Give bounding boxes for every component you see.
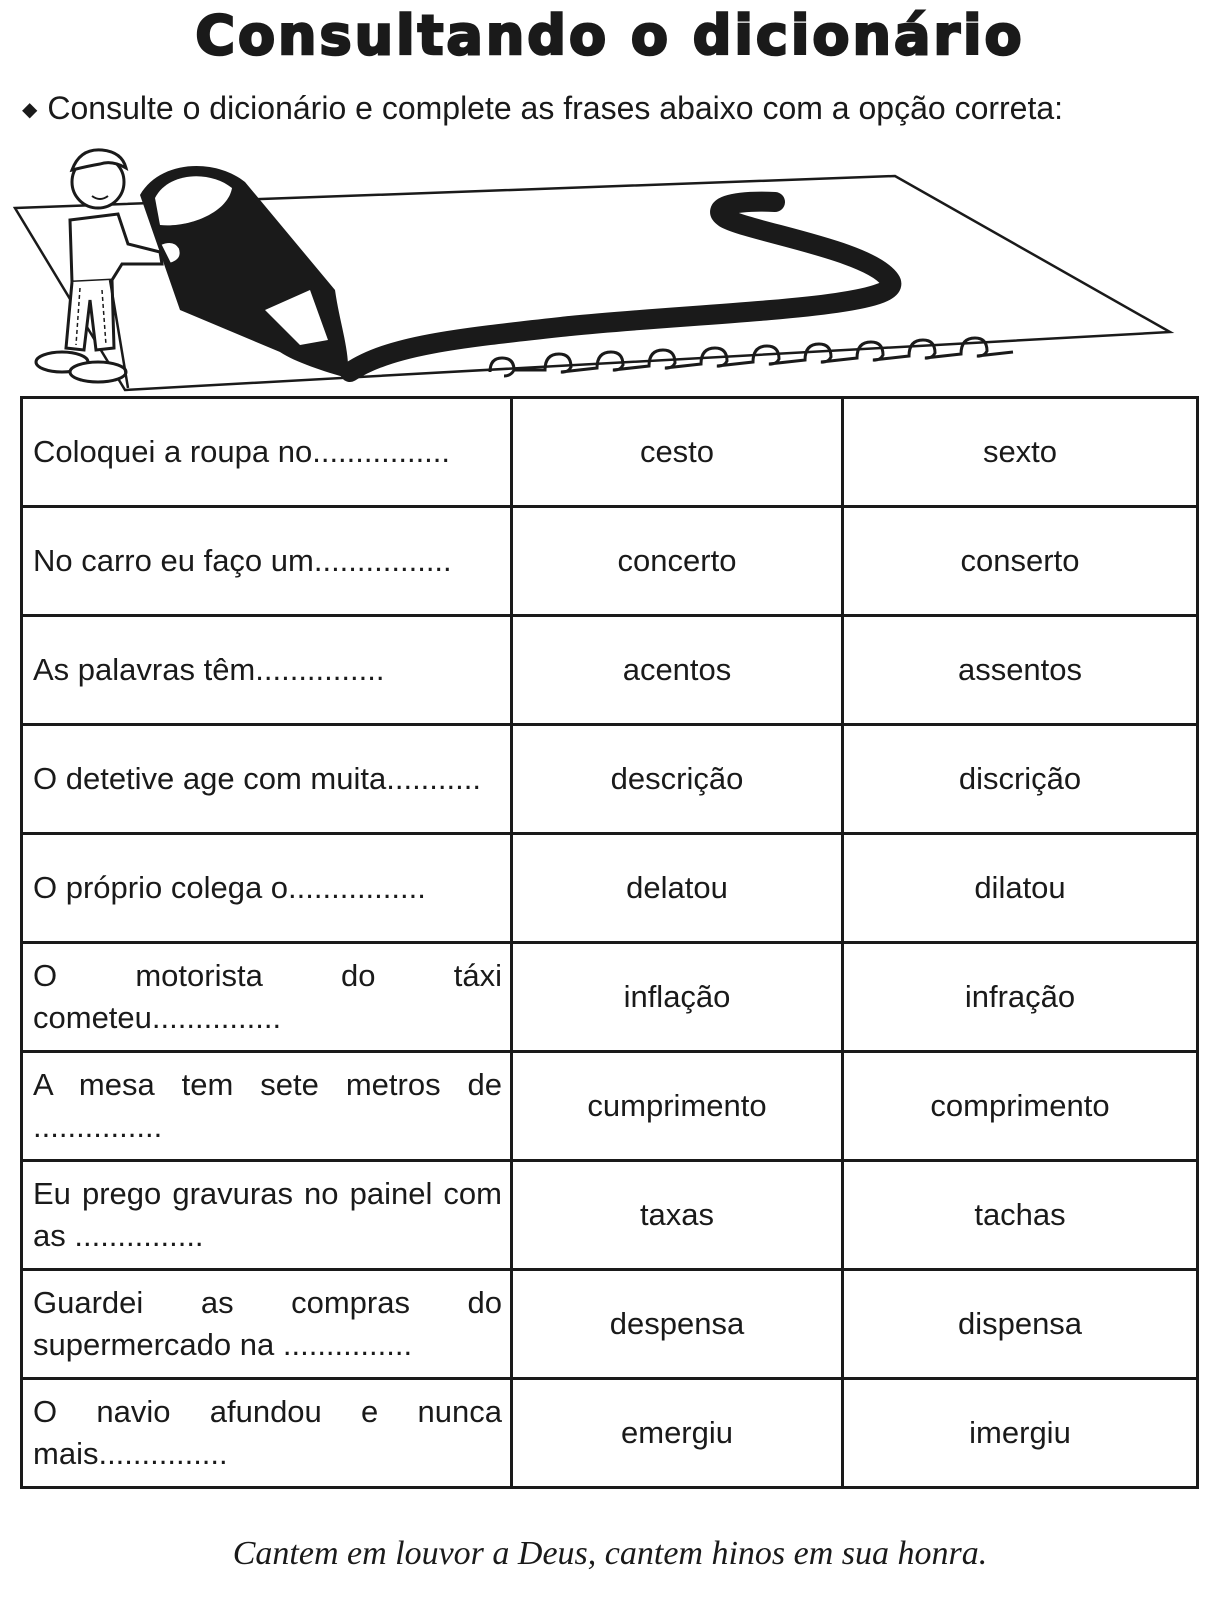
boy-with-giant-pencil-icon — [10, 140, 1180, 392]
table-row — [22, 398, 1198, 507]
sentence-cell: Eu prego gravuras no painel com as ............... — [22, 1161, 512, 1270]
table-row — [22, 943, 1198, 1052]
sentence-cell: A mesa tem sete metros de ............... — [22, 1052, 512, 1161]
table-row — [22, 1052, 1198, 1161]
option-a-cell: taxas — [512, 1161, 843, 1270]
table-row — [22, 1161, 1198, 1270]
page-title: Consultando o dicionário — [195, 4, 1025, 67]
sentence-cell: As palavras têm............... — [22, 616, 512, 725]
sentence-cell: Guardei as compras do supermercado na ............... — [22, 1270, 512, 1379]
option-b-cell: imergiu — [843, 1379, 1198, 1488]
exercise-table — [20, 396, 1199, 1489]
sentence-cell: O navio afundou e nunca mais............... — [22, 1379, 512, 1488]
sentence-cell: No carro eu faço um................ — [22, 507, 512, 616]
option-a-cell: descrição — [512, 725, 843, 834]
option-b-cell: assentos — [843, 616, 1198, 725]
instruction-text: Consulte o dicionário e complete as frases abaixo com a opção correta: — [47, 90, 1064, 126]
option-a-cell: acentos — [512, 616, 843, 725]
option-b-cell: dilatou — [843, 834, 1198, 943]
option-b-cell: sexto — [843, 398, 1198, 507]
option-b-cell: dispensa — [843, 1270, 1198, 1379]
option-a-cell: despensa — [512, 1270, 843, 1379]
option-b-cell: comprimento — [843, 1052, 1198, 1161]
sentence-cell: Coloquei a roupa no................ — [22, 398, 512, 507]
option-b-cell: tachas — [843, 1161, 1198, 1270]
footer-verse: Cantem em louvor a Deus, cantem hinos em sua honra. — [232, 1535, 988, 1572]
table-row — [22, 616, 1198, 725]
option-b-cell: infração — [843, 943, 1198, 1052]
option-b-cell: conserto — [843, 507, 1198, 616]
table-row — [22, 1270, 1198, 1379]
option-a-cell: cumprimento — [512, 1052, 843, 1161]
option-a-cell: cesto — [512, 398, 843, 507]
option-a-cell: emergiu — [512, 1379, 843, 1488]
diamond-bullet-icon: ◆ — [22, 99, 38, 121]
table-row — [22, 507, 1198, 616]
option-b-cell: discrição — [843, 725, 1198, 834]
sentence-cell: O próprio colega o................ — [22, 834, 512, 943]
instruction — [22, 90, 1063, 127]
option-a-cell: delatou — [512, 834, 843, 943]
option-a-cell: concerto — [512, 507, 843, 616]
table-row — [22, 725, 1198, 834]
sentence-cell: O motorista do táxi cometeu............... — [22, 943, 512, 1052]
option-a-cell: inflação — [512, 943, 843, 1052]
table-row — [22, 1379, 1198, 1488]
table-row — [22, 834, 1198, 943]
sentence-cell: O detetive age com muita........... — [22, 725, 512, 834]
